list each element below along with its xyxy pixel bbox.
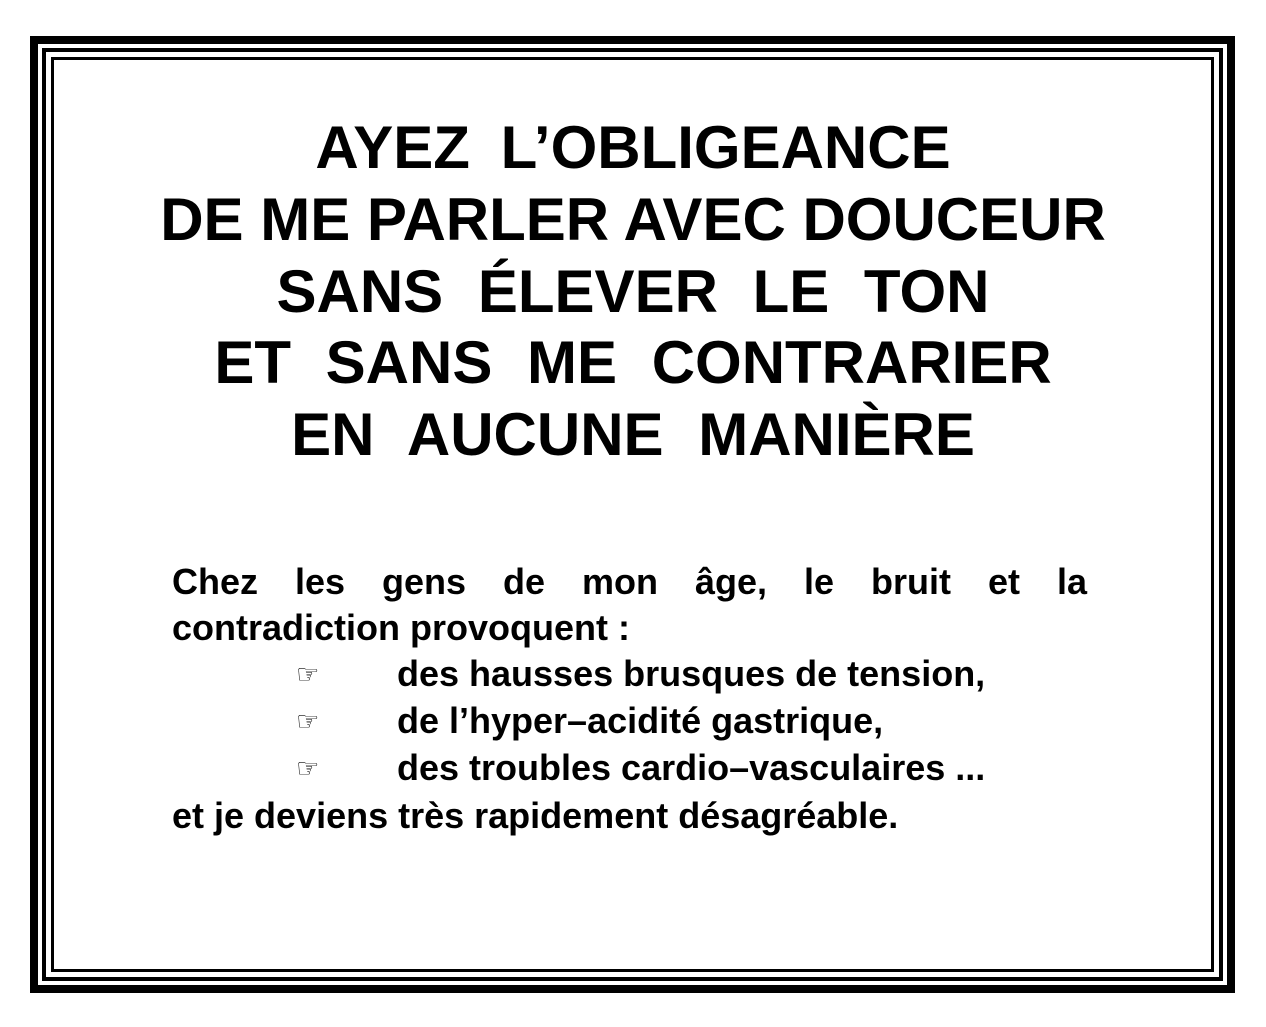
pointing-hand-icon: ☞ — [296, 659, 320, 689]
list-item: des troubles cardio–vasculaires ... — [397, 747, 986, 788]
headline-line-5: EN AUCUNE MANIÈRE — [291, 401, 975, 468]
intro-line-2: contradiction provoquent : — [172, 607, 630, 648]
headline-line-4: ET SANS ME CONTRARIER — [214, 329, 1052, 396]
headline-line-2: DE ME PARLER AVEC DOUCEUR — [160, 186, 1106, 253]
list-item: de l’hyper–acidité gastrique, — [397, 700, 884, 741]
intro-line-1: Chez les gens de mon âge, le bruit et la — [172, 561, 1087, 602]
pointing-hand-icon: ☞ — [296, 753, 320, 783]
headline-line-3: SANS ÉLEVER LE TON — [276, 258, 990, 325]
closing-line: et je deviens très rapidement désagréable. — [172, 795, 899, 836]
list-item: des hausses brusques de tension, — [397, 653, 986, 694]
headline-line-1: AYEZ L’OBLIGEANCE — [315, 114, 951, 181]
pointing-hand-icon: ☞ — [296, 706, 320, 736]
